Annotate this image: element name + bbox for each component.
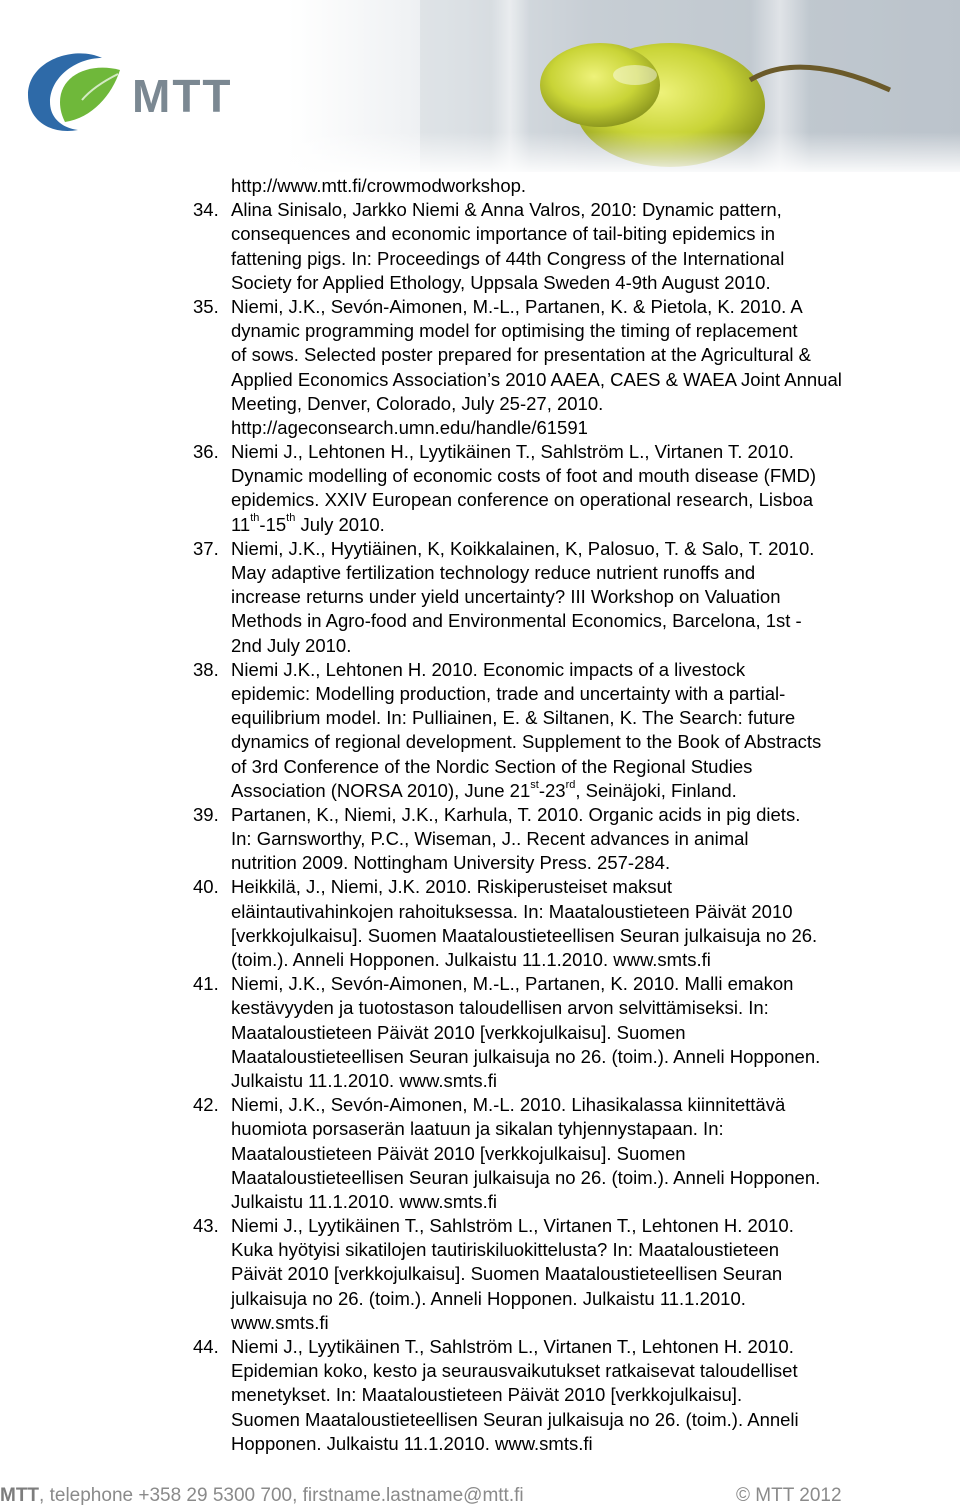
reference-item xyxy=(0,803,960,876)
reference-text: Niemi, J.K., Hyytiäinen, K, Koikkalainen, K, Palosuo, T. & Salo, T. 2010. xyxy=(231,537,815,559)
reference-line xyxy=(0,900,960,924)
reference-item xyxy=(0,1335,960,1456)
reference-line xyxy=(0,295,960,319)
reference-text: equilibrium model. In: Pulliainen, E. & Siltanen, K. The Search: future xyxy=(231,707,796,729)
reference-number: 36. xyxy=(193,441,219,463)
reference-line xyxy=(0,996,960,1020)
reference-text: dynamic programming model for optimising the timing of replacement xyxy=(231,320,798,342)
reference-text: May adaptive fertilization technology reduce nutrient runoffs and xyxy=(231,562,756,583)
reference-line xyxy=(0,1214,960,1238)
reference-text: Niemi, J.K., Sevón-Aimonen, M.-L., Partanen, K. & Pietola, K. 2010. A xyxy=(231,295,803,317)
reference-line xyxy=(0,464,960,488)
reference-text: Alina Sinisalo, Jarkko Niemi & Anna Valros, 2010: Dynamic pattern, xyxy=(231,199,782,221)
reference-number: 34. xyxy=(193,199,219,221)
reference-text xyxy=(231,513,385,537)
reference-line xyxy=(0,706,960,730)
reference-number: 38. xyxy=(193,658,219,680)
footer-contact xyxy=(0,1485,524,1507)
reference-line xyxy=(0,634,960,658)
reference-text: epidemics. XXIV European conference on operational research, Lisboa xyxy=(231,489,814,511)
reference-text: Niemi J.K., Lehtonen H. 2010. Economic impacts of a livestock xyxy=(231,658,746,680)
reference-text: nutrition 2009. Nottingham University Press. 257-284. xyxy=(231,852,671,874)
reference-text: consequences and economic importance of tail-biting epidemics in xyxy=(231,223,775,245)
reference-text: of 3rd Conference of the Nordic Section of the Regional Studies xyxy=(231,755,753,777)
reference-text: Applied Economics Association’s 2010 AAEA, CAES & WAEA Joint Annual xyxy=(231,368,842,390)
reference-text: dynamics of regional development. Supplement to the Book of Abstracts xyxy=(231,731,822,753)
superscript: st xyxy=(530,778,539,791)
reference-line xyxy=(0,1238,960,1262)
reference-text: julkaisuja no 26. (toim.). Anneli Hopponen. Julkaistu 11.1.2010. xyxy=(231,1287,746,1309)
reference-text: Dynamic modelling of economic costs of foot and mouth disease (FMD) xyxy=(231,465,817,487)
reference-text: Niemi, J.K., Sevón-Aimonen, M.-L. 2010. Lihasikalassa kiinnitettävä xyxy=(231,1094,786,1116)
reference-number: 40. xyxy=(193,876,219,898)
reference-text: 2nd July 2010. xyxy=(231,634,352,656)
text-fragment: -15 xyxy=(259,513,287,535)
reference-text: Partanen, K., Niemi, J.K., Karhula, T. 2010. Organic acids in pig diets. xyxy=(231,803,801,825)
reference-text: eläintautivahinkojen rahoituksessa. In: Maataloustieteen Päivät 2010 xyxy=(231,900,793,922)
reference-line xyxy=(0,1093,960,1117)
reference-line xyxy=(0,1190,960,1214)
reference-item xyxy=(0,875,960,972)
reference-text: Epidemian koko, kesto ja seurausvaikutukset ratkaisevat taloudelliset xyxy=(231,1360,798,1382)
reference-line xyxy=(0,658,960,682)
reference-text: Niemi J., Lyytikäinen T., Sahlström L., Virtanen T., Lehtonen H. 2010. xyxy=(231,1215,794,1237)
reference-line xyxy=(0,1432,960,1456)
footer-brand: MTT xyxy=(0,1485,40,1506)
reference-text: Kuka hyötyisi sikatilojen tautiriskiluokittelusta? In: Maataloustieteen xyxy=(231,1239,780,1261)
reference-line xyxy=(0,416,960,440)
reference-text: Niemi, J.K., Sevón-Aimonen, M.-L., Partanen, K. 2010. Malli emakon xyxy=(231,973,794,995)
reference-line xyxy=(0,1166,960,1190)
logo-text: MTT xyxy=(132,70,233,122)
reference-text: kestävyyden ja tuotostason taloudellisen arvon selvittämiseksi. In: xyxy=(231,997,769,1019)
reference-text: fattening pigs. In: Proceedings of 44th Congress of the International xyxy=(231,247,785,269)
reference-line xyxy=(0,198,960,222)
reference-line xyxy=(0,271,960,295)
page-footer xyxy=(0,1485,960,1510)
reference-text: Maataloustieteen Päivät 2010 [verkkojulkaisu]. Suomen xyxy=(231,1021,686,1043)
reference-line xyxy=(0,682,960,706)
reference-text: Methods in Agro-food and Environmental Economics, Barcelona, 1st - xyxy=(231,610,802,632)
reference-item xyxy=(0,972,960,1093)
reference-text: [verkkojulkaisu]. Suomen Maataloustieteellisen Seuran julkaisuja no 26. xyxy=(231,924,818,946)
reference-line xyxy=(0,392,960,416)
reference-text: http://ageconsearch.umn.edu/handle/61591 xyxy=(231,416,588,438)
superscript: rd xyxy=(565,778,576,791)
reference-line xyxy=(0,1359,960,1383)
reference-number: 42. xyxy=(193,1094,219,1116)
reference-line xyxy=(0,247,960,271)
reference-line xyxy=(0,343,960,367)
reference-line xyxy=(0,1408,960,1432)
reference-item xyxy=(0,295,960,440)
reference-line xyxy=(0,1117,960,1141)
reference-item xyxy=(0,198,960,295)
reference-text: menetykset. In: Maataloustieteen Päivät 2010 [verkkojulkaisu]. xyxy=(231,1384,743,1406)
reference-line xyxy=(0,1069,960,1093)
reference-line xyxy=(0,827,960,851)
reference-text: Niemi J., Lehtonen H., Lyytikäinen T., Sahlström L., Virtanen T. 2010. xyxy=(231,441,794,463)
reference-line xyxy=(0,755,960,779)
reference-number: 44. xyxy=(193,1336,219,1357)
reference-line xyxy=(0,1142,960,1166)
reference-text: huomiota porsaserän laatuun ja sikalan tyhjennystapaan. In: xyxy=(231,1118,724,1140)
text-fragment: 11 xyxy=(231,513,251,535)
reference-line xyxy=(0,174,960,198)
reference-text xyxy=(231,779,737,803)
reference-text: Society for Applied Ethology, Uppsala Sweden 4-9th August 2010. xyxy=(231,271,771,293)
reference-line xyxy=(0,440,960,464)
superscript: th xyxy=(250,512,260,525)
reference-item xyxy=(0,440,960,537)
mtt-logo xyxy=(20,40,270,140)
reference-line xyxy=(0,1021,960,1045)
text-fragment: , Seinäjoki, Finland. xyxy=(575,779,737,801)
reference-text: Meeting, Denver, Colorado, July 25-27, 2010. xyxy=(231,392,604,414)
reference-text: Suomen Maataloustieteellisen Seuran julkaisuja no 26. (toim.). Anneli xyxy=(231,1408,799,1430)
reference-line xyxy=(0,972,960,996)
reference-item xyxy=(0,1093,960,1214)
reference-text: Julkaistu 11.1.2010. www.smts.fi xyxy=(231,1190,497,1212)
reference-line xyxy=(0,319,960,343)
reference-line xyxy=(0,488,960,512)
reference-line xyxy=(0,948,960,972)
reference-text: Hopponen. Julkaistu 11.1.2010. www.smts.fi xyxy=(231,1432,593,1454)
footer-contact-text: , telephone +358 29 5300 700, firstname.lastname@mtt.fi xyxy=(39,1485,524,1506)
superscript: th xyxy=(286,512,296,525)
reference-line xyxy=(0,585,960,609)
reference-number: 37. xyxy=(193,537,219,559)
reference-text: In: Garnsworthy, P.C., Wiseman, J.. Recent advances in animal xyxy=(231,828,749,850)
reference-line xyxy=(0,537,960,561)
reference-line xyxy=(0,779,960,803)
reference-item xyxy=(0,537,960,658)
reference-line xyxy=(0,1045,960,1069)
reference-line xyxy=(0,561,960,585)
reference-text: Heikkilä, J., Niemi, J.K. 2010. Riskiperusteiset maksut xyxy=(231,876,673,898)
reference-line xyxy=(0,730,960,754)
reference-line xyxy=(0,1311,960,1335)
reference-line xyxy=(0,1262,960,1286)
reference-line xyxy=(0,1287,960,1311)
reference-item xyxy=(0,174,960,198)
reference-text: www.smts.fi xyxy=(231,1311,329,1333)
reference-line xyxy=(0,368,960,392)
reference-number: 43. xyxy=(193,1215,219,1237)
reference-text: epidemic: Modelling production, trade and uncertainty with a partial- xyxy=(231,682,786,704)
reference-text: (toim.). Anneli Hopponen. Julkaistu 11.1.2010. www.smts.fi xyxy=(231,949,711,970)
reference-number: 35. xyxy=(193,295,219,317)
reference-text: Julkaistu 11.1.2010. www.smts.fi xyxy=(231,1069,497,1091)
reference-text: Maataloustieteen Päivät 2010 [verkkojulkaisu]. Suomen xyxy=(231,1142,686,1164)
reference-text: Niemi J., Lyytikäinen T., Sahlström L., Virtanen T., Lehtonen H. 2010. xyxy=(231,1336,794,1357)
page-header xyxy=(0,0,960,172)
text-fragment: Association (NORSA 2010), June 21 xyxy=(231,779,531,801)
reference-text: increase returns under yield uncertainty? III Workshop on Valuation xyxy=(231,586,781,608)
reference-list xyxy=(0,174,960,1456)
reference-number: 41. xyxy=(193,973,219,995)
reference-line xyxy=(0,1383,960,1407)
reference-text: Maataloustieteellisen Seuran julkaisuja no 26. (toim.). Anneli Hopponen. xyxy=(231,1045,821,1067)
reference-line xyxy=(0,609,960,633)
reference-line xyxy=(0,851,960,875)
reference-line xyxy=(0,1335,960,1359)
reference-line xyxy=(0,875,960,899)
text-fragment: -23 xyxy=(538,779,566,801)
footer-copyright: © MTT 2012 xyxy=(736,1485,842,1506)
reference-text: Päivät 2010 [verkkojulkaisu]. Suomen Maataloustieteellisen Seuran xyxy=(231,1263,783,1285)
reference-line xyxy=(0,803,960,827)
reference-text: of sows. Selected poster prepared for presentation at the Agricultural & xyxy=(231,344,811,366)
reference-text: Maataloustieteellisen Seuran julkaisuja no 26. (toim.). Anneli Hopponen. xyxy=(231,1166,821,1188)
reference-line xyxy=(0,222,960,246)
reference-line xyxy=(0,924,960,948)
reference-number: 39. xyxy=(193,803,219,825)
reference-line xyxy=(0,513,960,537)
reference-item xyxy=(0,1214,960,1335)
reference-text: http://www.mtt.fi/crowmodworkshop. xyxy=(231,175,527,196)
reference-item xyxy=(0,658,960,803)
text-fragment: July 2010. xyxy=(295,513,385,535)
